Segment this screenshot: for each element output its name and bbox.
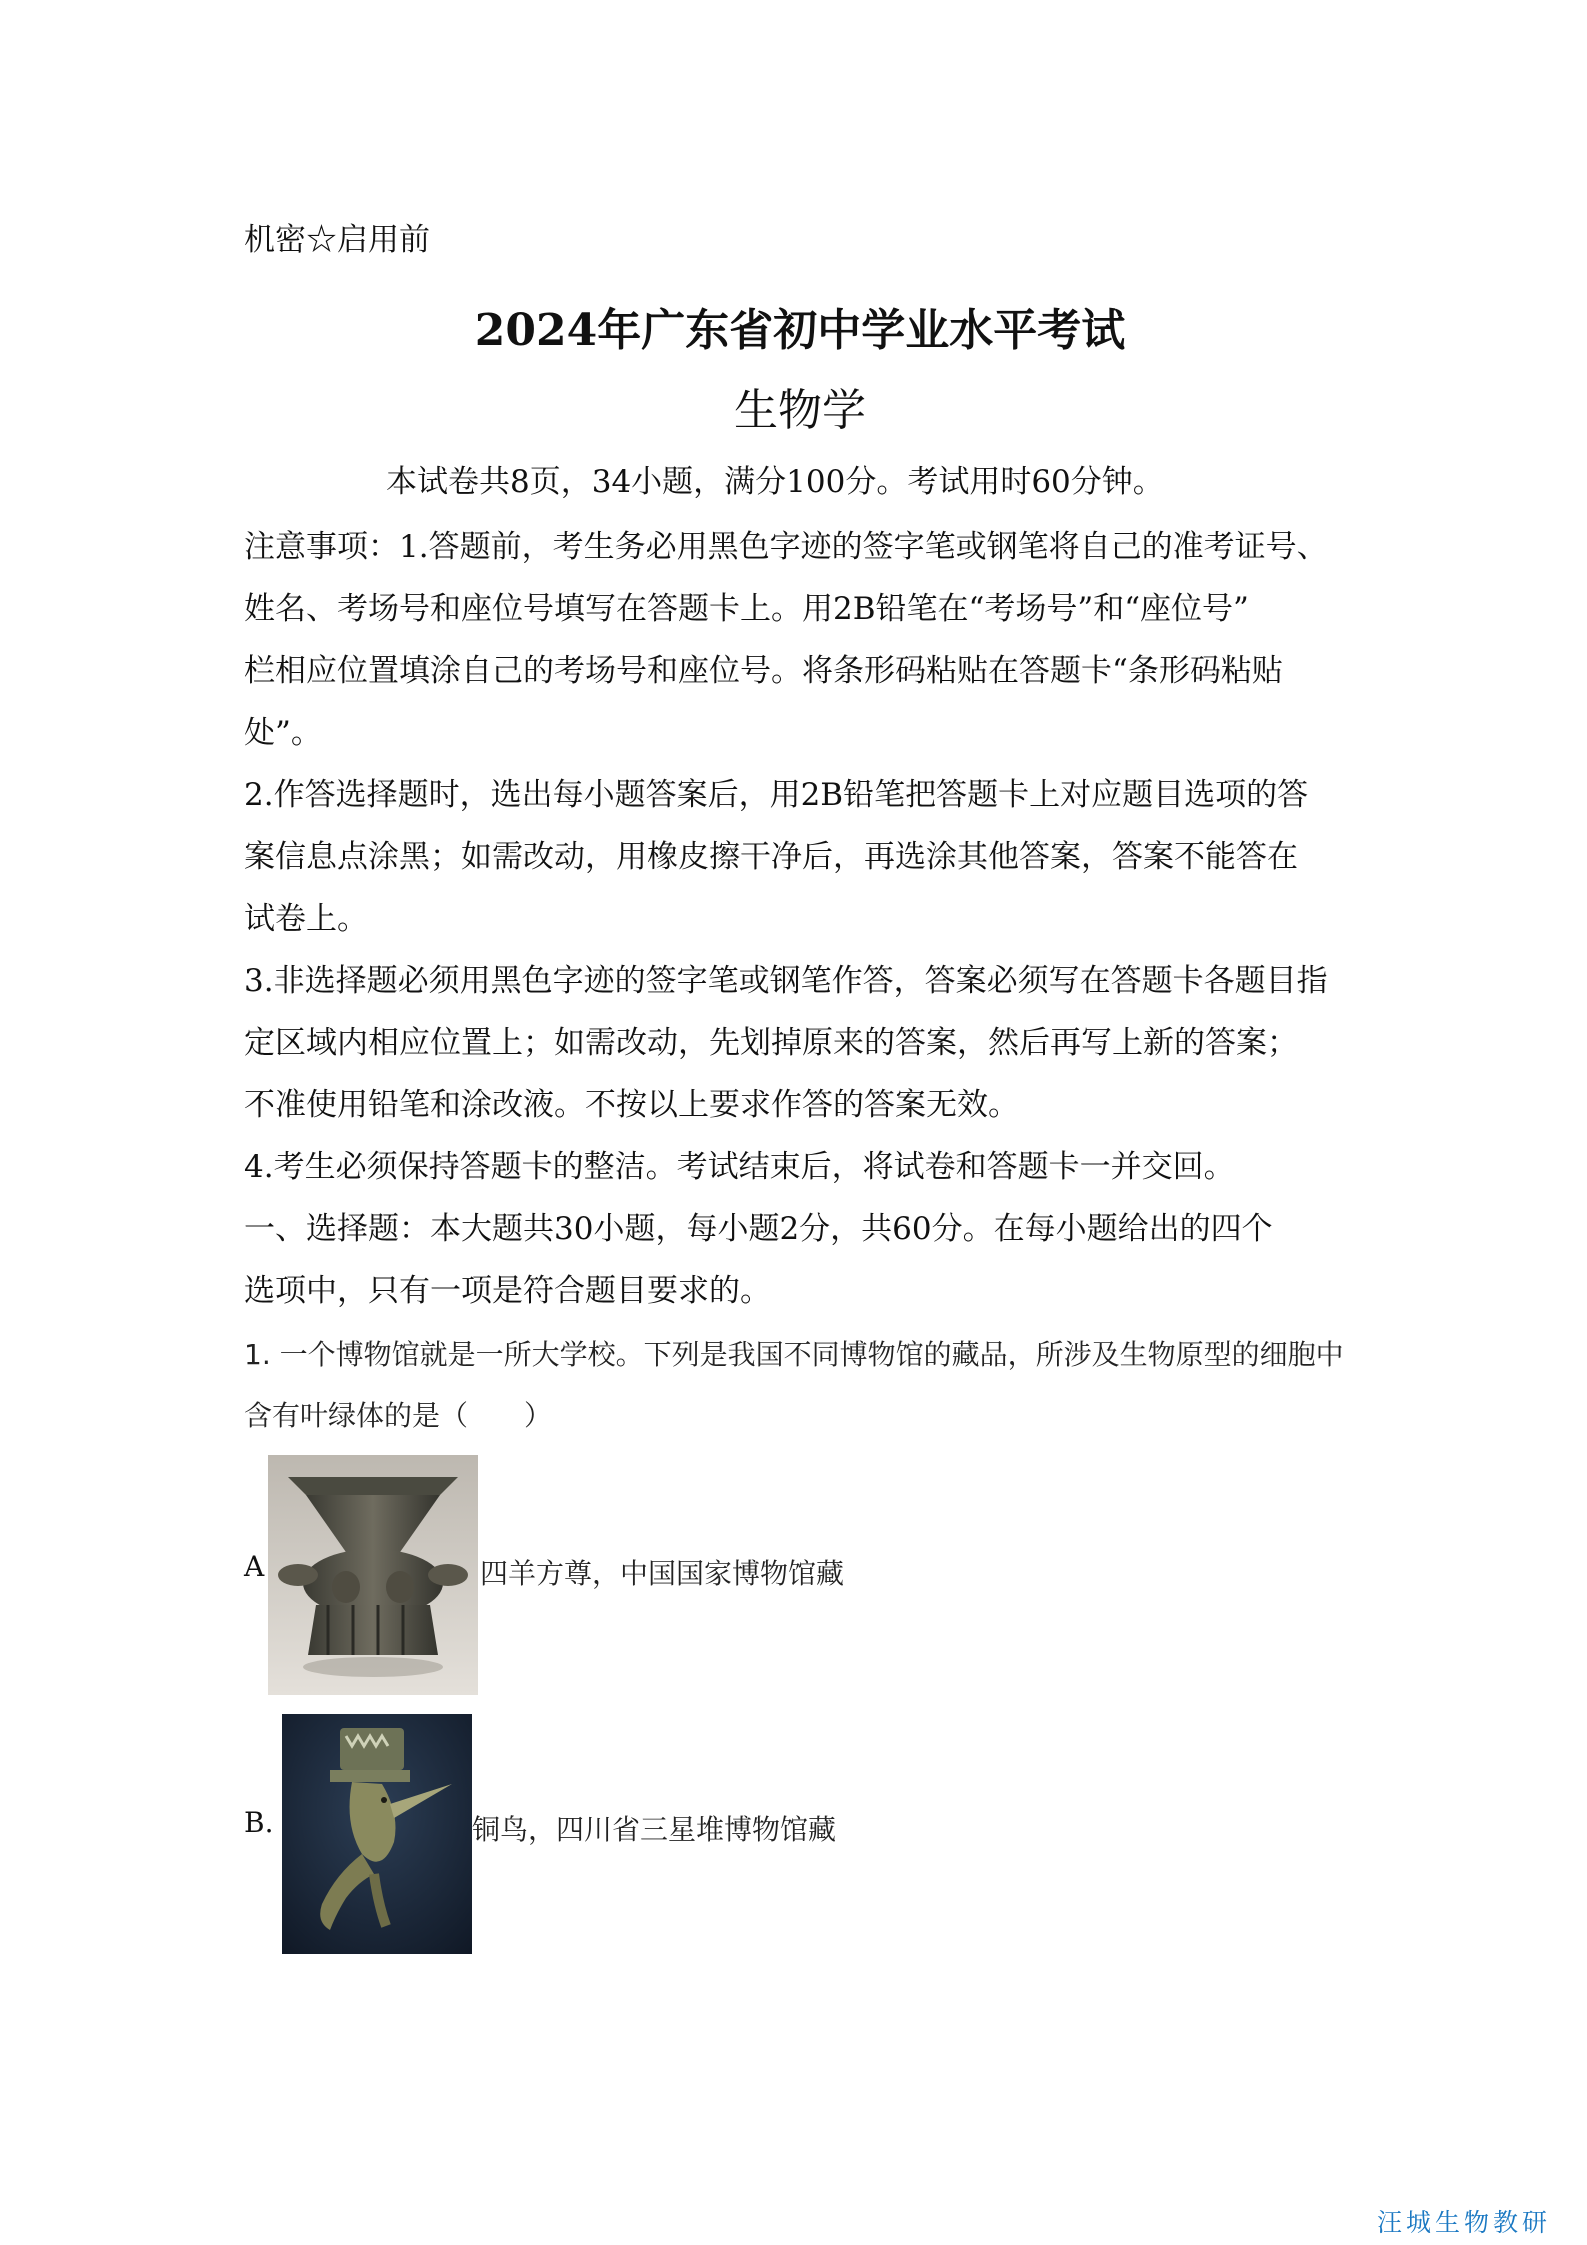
exam-title: 2024年广东省初中学业水平考试 [474,305,1126,356]
four-goat-zun-image [268,1455,478,1695]
notes-line: 试卷上。 [244,901,368,937]
notes-line: 不准使用铅笔和涂改液。不按以上要求作答的答案无效。 [244,1087,1019,1123]
question-stem: 含有叶绿体的是（ ） [244,1399,553,1432]
notes-line: 定区域内相应位置上；如需改动，先划掉原来的答案，然后再写上新的答案； [244,1025,1298,1061]
notes-line: 处”。 [244,715,322,751]
bronze-bird-image [282,1714,472,1954]
notes-line: 案信息点涂黑；如需改动，用橡皮擦干净后，再选涂其他答案，答案不能答在 [244,839,1298,875]
question-stem: 1. 一个博物馆就是一所大学校。下列是我国不同博物馆的藏品，所涉及生物原型的细胞中 [244,1338,1344,1371]
notes-line: 4.考生必须保持答题卡的整洁。考试结束后，将试卷和答题卡一并交回。 [244,1149,1235,1185]
notes-line: 2.作答选择题时，选出每小题答案后，用2B铅笔把答题卡上对应题目选项的答 [244,777,1309,813]
confidential-label: 机密☆启用前 [244,222,430,258]
option-letter: B. [244,1806,274,1839]
notes-line: 3.非选择题必须用黑色字迹的签字笔或钢笔作答，答案必须写在答题卡各题目指 [244,963,1328,999]
watermark: 汪城生物教研 [1376,2208,1551,2237]
option-text: 铜鸟，四川省三星堆博物馆藏 [472,1813,837,1846]
option-letter: A [244,1550,265,1583]
option-text: 四羊方尊，中国国家博物馆藏 [480,1557,845,1590]
section-heading: 选项中，只有一项是符合题目要求的。 [244,1273,771,1309]
exam-info: 本试卷共8页，34小题，满分100分。考试用时60分钟。 [386,464,1164,500]
section-heading: 一、选择题：本大题共30小题，每小题2分，共60分。在每小题给出的四个 [244,1211,1273,1247]
notes-line: 姓名、考场号和座位号填写在答题卡上。用2B铅笔在“考场号”和“座位号” [244,591,1249,627]
subject-title: 生物学 [734,385,866,436]
notes-line: 栏相应位置填涂自己的考场号和座位号。将条形码粘贴在答题卡“条形码粘贴 [244,653,1283,689]
notes-line: 注意事项：1.答题前，考生务必用黑色字迹的签字笔或钢笔将自己的准考证号、 [244,529,1328,565]
